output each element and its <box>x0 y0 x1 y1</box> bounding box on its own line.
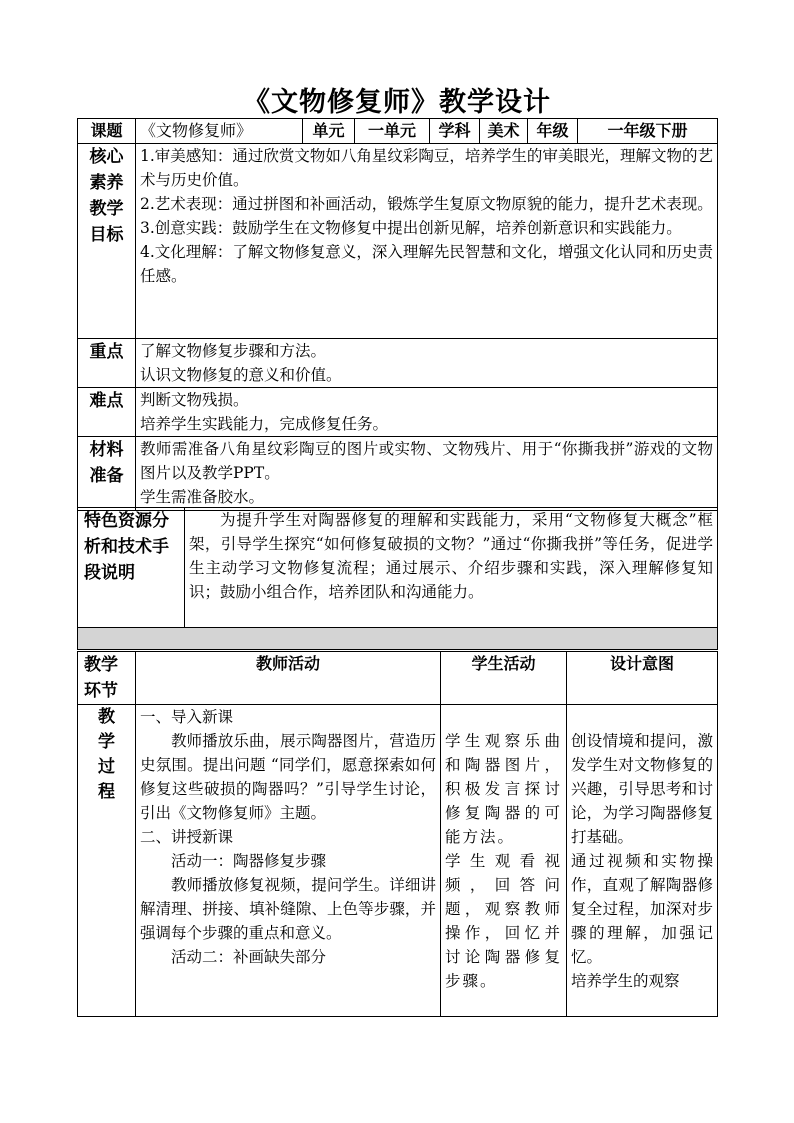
unit-value: 一单元 <box>355 119 430 144</box>
lesson-info-table <box>77 118 718 511</box>
info-row <box>78 119 718 144</box>
materials-content <box>136 437 718 511</box>
course-label: 课题 <box>78 119 136 144</box>
student-line: 学生观看视频，回答问题，观察教师操作，回忆并讨论陶器修复步骤。 <box>445 852 562 990</box>
key-point-line: 了解文物修复步骤和方法。 <box>140 342 327 360</box>
intent-line: 培养学生的观察 <box>571 972 680 990</box>
phase-header: 教学环节 <box>78 652 136 705</box>
course-value: 《文物修复师》 <box>136 119 303 144</box>
difficulty-line: 判断文物残损。 <box>140 391 249 409</box>
features-table <box>77 507 718 650</box>
gray-divider-row <box>78 628 718 650</box>
key-points-content <box>136 339 718 388</box>
process-table <box>77 651 718 1017</box>
teacher-line: 二、讲授新课 <box>140 828 234 846</box>
difficulties-row <box>78 388 718 437</box>
unit-label: 单元 <box>303 119 355 144</box>
student-activity-header: 学生活动 <box>441 652 567 705</box>
materials-row <box>78 437 718 511</box>
intent-line: 创设情境和提问，激发学生对文物修复的兴趣，引导思考和讨论，为学习陶器修复打基础。 <box>571 732 713 846</box>
intent-line: 通过视频和实物操作，直观了解陶器修复全过程，加深对步骤的理解，加强记忆。 <box>571 852 713 966</box>
teacher-line: 教师播放修复视频，提问学生。详细讲解清理、拼接、填补缝隙、上色等步骤，并强调每个步骤的重点和意义。 <box>140 876 436 942</box>
objective-item: 2.艺术表现：通过拼图和补画活动，锻炼学生复原文物原貌的能力，提升艺术表现。 <box>140 195 713 213</box>
grade-label: 年级 <box>528 119 578 144</box>
difficulty-line: 培养学生实践能力，完成修复任务。 <box>140 415 389 433</box>
design-intent <box>567 705 718 1017</box>
subject-label: 学科 <box>430 119 480 144</box>
difficulties-label: 难点 <box>78 388 136 437</box>
objective-item: 4.文化理解：了解文物修复意义，深入理解先民智慧和文化，增强文化认同和历史责任感。 <box>140 243 713 285</box>
objective-item: 1.审美感知：通过欣赏文物如八角星纹彩陶豆，培养学生的审美眼光，理解文物的艺术与历史价值。 <box>140 147 713 189</box>
materials-line: 教师需准备八角星纹彩陶豆的图片或实物、文物残片、用于“你撕我拼”游戏的文物图片以及教学PPT。 <box>140 440 713 482</box>
key-points-row <box>78 339 718 388</box>
teacher-line: 活动一：陶器修复步骤 <box>171 852 327 870</box>
materials-line: 学生需准备胶水。 <box>140 488 265 506</box>
objectives-label: 核心素养教学目标 <box>78 144 136 339</box>
student-activity <box>441 705 567 1017</box>
difficulties-content <box>136 388 718 437</box>
process-label: 教学过程 <box>78 705 136 1017</box>
teacher-line: 活动二：补画缺失部分 <box>171 948 327 966</box>
objectives-row <box>78 144 718 339</box>
features-row <box>78 508 718 628</box>
materials-label: 材料准备 <box>78 437 136 511</box>
process-header-row <box>78 652 718 705</box>
teacher-activity <box>136 705 441 1017</box>
features-text: 为提升学生对陶器修复的理解和实践能力，采用“文物修复大概念”框架，引导学生探究“如何修复破损的文物？”通过“你撕我拼”等任务，促进学生主动学习文物修复流程；通过展示、介绍步骤和实践，深入理解修复知识；鼓励小组合作，培养团队和沟通能力。 <box>189 511 713 601</box>
teacher-activity-header: 教师活动 <box>136 652 441 705</box>
key-points-label: 重点 <box>78 339 136 388</box>
process-row <box>78 705 718 1017</box>
grade-value: 一年级下册 <box>578 119 718 144</box>
objective-item: 3.创意实践：鼓励学生在文物修复中提出创新见解，培养创新意识和实践能力。 <box>140 219 682 237</box>
features-label: 特色资源分析和技术手段说明 <box>78 508 185 628</box>
document-title: 《文物修复师》教学设计 <box>243 87 551 118</box>
design-intent-header: 设计意图 <box>567 652 718 705</box>
key-point-line: 认识文物修复的意义和价值。 <box>140 366 342 384</box>
objectives-content <box>136 144 718 339</box>
gray-divider <box>78 628 718 650</box>
teacher-line: 教师播放乐曲，展示陶器图片，营造历史氛围。提出问题 “同学们，愿意探索如何修复这些破损的陶器吗？”引导学生讨论，引出《文物修复师》主题。 <box>140 732 436 822</box>
student-line: 学生观察乐曲和陶器图片，积极发言探讨修复陶器的可能方法。 <box>445 732 562 846</box>
teacher-line: 一、导入新课 <box>140 708 234 726</box>
subject-value: 美术 <box>480 119 528 144</box>
features-content <box>185 508 718 628</box>
